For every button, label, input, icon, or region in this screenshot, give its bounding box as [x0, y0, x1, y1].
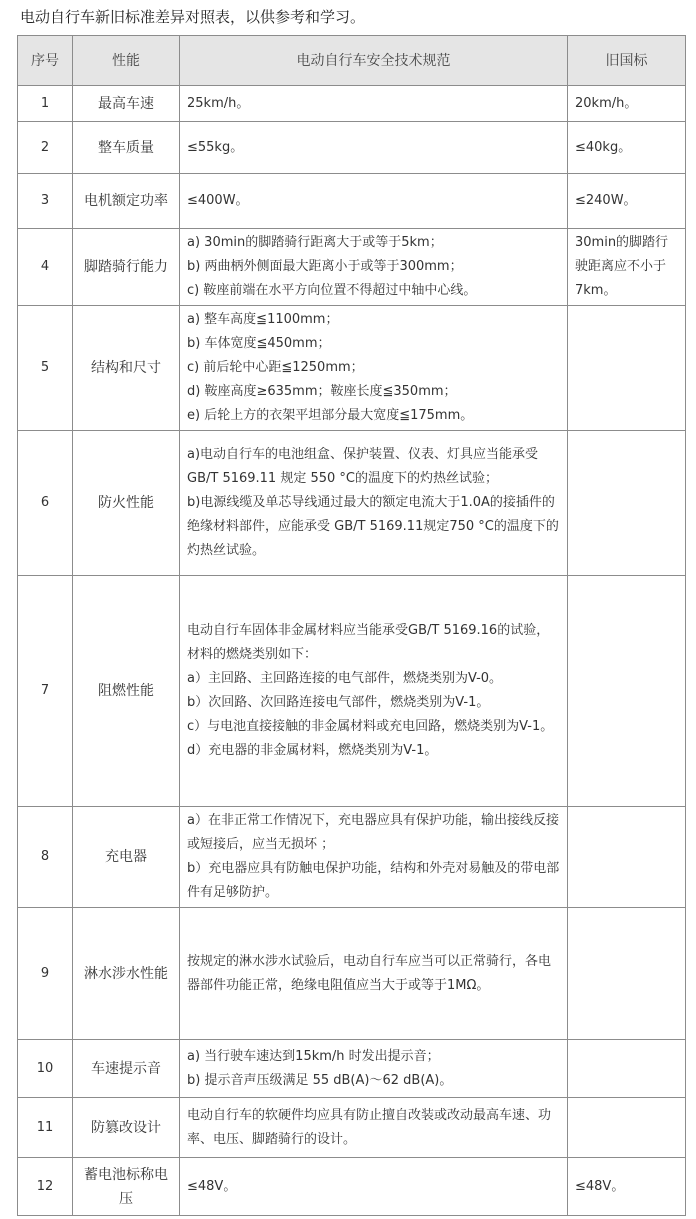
row-old-spec	[568, 576, 686, 807]
table-row	[18, 229, 686, 306]
row-no: 5	[18, 306, 73, 431]
old-line: ≤48V。	[575, 1178, 625, 1194]
intro-text: 电动自行车新旧标准差异对照表，以供参考和学习。	[20, 8, 366, 26]
row-old-spec	[568, 1158, 686, 1216]
row-performance: 脚踏骑行能力	[73, 229, 180, 306]
spec-line: e) 后轮上方的衣架平坦部分最大宽度≦175mm。	[187, 408, 474, 423]
header-old-standard: 旧国标	[568, 36, 686, 86]
spec-line: a) 整车高度≦1100mm；	[187, 312, 339, 327]
row-new-spec	[180, 1158, 568, 1216]
row-old-spec	[568, 908, 686, 1040]
table-row	[18, 174, 686, 229]
row-old-spec	[568, 86, 686, 122]
row-old-spec	[568, 1098, 686, 1158]
spec-line: c) 鞍座前端在水平方向位置不得超过中轴中心线。	[187, 283, 477, 298]
spec-line: ≤400W。	[187, 193, 249, 208]
table-row	[18, 1098, 686, 1158]
spec-line: b) 车体宽度≦450mm；	[187, 336, 331, 351]
row-performance: 充电器	[73, 807, 180, 908]
row-no: 6	[18, 431, 73, 576]
row-no: 8	[18, 807, 73, 908]
table-row	[18, 807, 686, 908]
table-row	[18, 1040, 686, 1098]
row-performance: 蓄电池标称电压	[73, 1158, 180, 1216]
row-performance: 阻燃性能	[73, 576, 180, 807]
row-performance: 淋水涉水性能	[73, 908, 180, 1040]
header-no: 序号	[18, 36, 73, 86]
spec-line: a) 当行驶车速达到15km/h 时发出提示音；	[187, 1048, 440, 1064]
spec-line: ≤55kg。	[187, 139, 244, 155]
spec-line: 25km/h。	[187, 95, 250, 111]
spec-line: a) 30min的脚踏骑行距离大于或等于5km；	[187, 235, 443, 250]
row-new-spec	[180, 1098, 568, 1158]
row-new-spec	[180, 1040, 568, 1098]
row-new-spec	[180, 807, 568, 908]
row-new-spec	[180, 431, 568, 576]
table-row	[18, 576, 686, 807]
row-old-spec	[568, 431, 686, 576]
row-no: 10	[18, 1040, 73, 1098]
row-no: 7	[18, 576, 73, 807]
row-new-spec	[180, 86, 568, 122]
row-new-spec	[180, 174, 568, 229]
spec-line: a）主回路、主回路连接的电气部件，燃烧类别为V-0。	[187, 671, 503, 686]
table-row	[18, 431, 686, 576]
spec-line: b）次回路、次回路连接电气部件，燃烧类别为V-1。	[187, 695, 490, 710]
row-new-spec	[180, 908, 568, 1040]
row-old-spec	[568, 807, 686, 908]
spec-line: c）与电池直接接触的非金属材料或充电回路，燃烧类别为V-1。	[187, 719, 554, 734]
row-performance: 结构和尺寸	[73, 306, 180, 431]
row-old-spec	[568, 174, 686, 229]
row-performance: 最高车速	[73, 86, 180, 122]
spec-line: a)电动自行车的电池组盒、保护装置、仪表、灯具应当能承受 GB/T 5169.11 规定 550 °C的温度下的灼热丝试验；	[187, 447, 539, 486]
row-new-spec	[180, 229, 568, 306]
spec-line: 电动自行车的软硬件均应具有防止擅自改装或改动最高车速、功率、电压、脚踏骑行的设计。	[187, 1107, 552, 1147]
row-old-spec	[568, 122, 686, 174]
table-row	[18, 306, 686, 431]
spec-line: b) 提示音声压级满足 55 dB(A)～62 dB(A)。	[187, 1072, 453, 1088]
row-performance: 防火性能	[73, 431, 180, 576]
row-no: 9	[18, 908, 73, 1040]
spec-line: b) 两曲柄外侧面最大距离小于或等于300mm；	[187, 259, 463, 274]
spec-line: 电动自行车固体非金属材料应当能承受GB/T 5169.16的试验，材料的燃烧类别如下：	[187, 623, 550, 662]
spec-line: a）在非正常工作情况下，充电器应具有保护功能，输出接线反接或短接后，应当无损坏 ；	[187, 813, 559, 852]
table-row	[18, 122, 686, 174]
row-no: 2	[18, 122, 73, 174]
row-performance: 整车质量	[73, 122, 180, 174]
row-performance: 电机额定功率	[73, 174, 180, 229]
table-row	[18, 908, 686, 1040]
row-old-spec	[568, 1040, 686, 1098]
table-header-row	[18, 36, 686, 86]
table-row	[18, 86, 686, 122]
old-line: ≤40kg。	[575, 139, 632, 155]
row-performance: 车速提示音	[73, 1040, 180, 1098]
spec-line: c) 前后轮中心距≦1250mm；	[187, 360, 364, 375]
table-row	[18, 1158, 686, 1216]
row-new-spec	[180, 576, 568, 807]
old-line: ≤240W。	[575, 193, 637, 208]
row-no: 12	[18, 1158, 73, 1216]
spec-line: b）充电器应具有防触电保护功能，结构和外壳对易触及的带电部件有足够防护。	[187, 861, 560, 900]
row-no: 4	[18, 229, 73, 306]
header-new-standard: 电动自行车安全技术规范	[180, 36, 568, 86]
spec-line: b)电源线缆及单芯导线通过最大的额定电流大于1.0A的接插件的绝缘材料部件，应能承受 GB/T 5169.11规定750 °C的温度下的灼热丝试验。	[187, 495, 559, 558]
header-performance: 性能	[73, 36, 180, 86]
row-performance: 防篡改设计	[73, 1098, 180, 1158]
row-old-spec	[568, 306, 686, 431]
row-no: 1	[18, 86, 73, 122]
row-new-spec	[180, 122, 568, 174]
comparison-table	[17, 35, 686, 1216]
row-new-spec	[180, 306, 568, 431]
spec-line: 按规定的淋水涉水试验后，电动自行车应当可以正常骑行，各电器部件功能正常，绝缘电阻值应当大于或等于1MΩ。	[187, 953, 552, 993]
old-line: 20km/h。	[575, 95, 638, 111]
spec-line: d) 鞍座高度≥635mm；鞍座长度≦350mm；	[187, 384, 457, 399]
row-no: 11	[18, 1098, 73, 1158]
old-line: 30min的脚踏行驶距离应不小于7km。	[575, 235, 669, 298]
row-no: 3	[18, 174, 73, 229]
row-old-spec	[568, 229, 686, 306]
spec-line: d）充电器的非金属材料，燃烧类别为V-1。	[187, 743, 438, 758]
spec-line: ≤48V。	[187, 1178, 237, 1194]
